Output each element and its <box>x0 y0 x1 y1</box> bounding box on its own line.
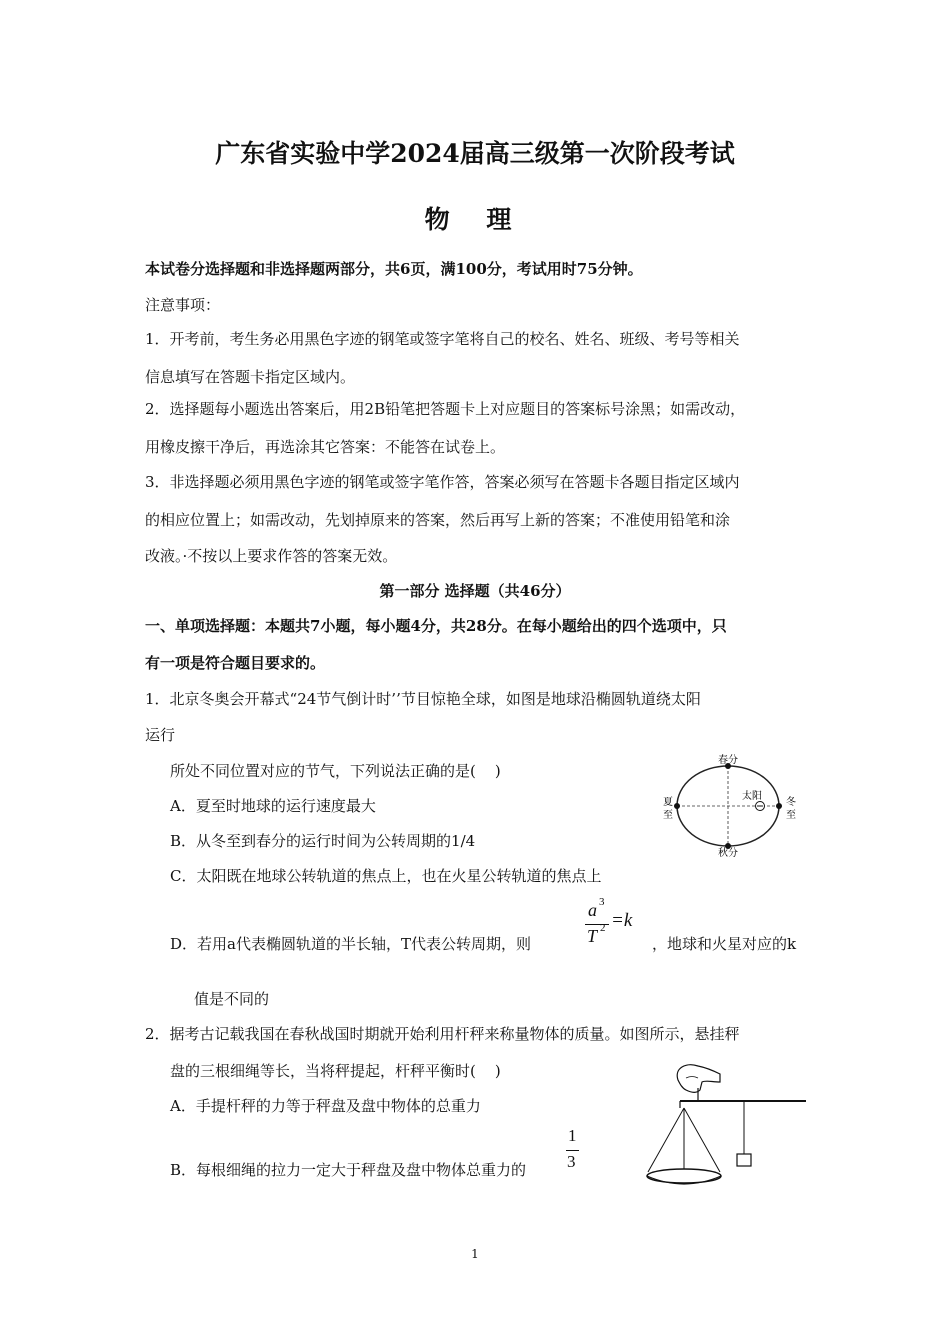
q1-option-d-line-2: 值是不同的 <box>194 990 270 1008</box>
formula-numerator: a <box>588 900 597 920</box>
q1-stem-line-1: 1．北京冬奥会开幕式“24节气倒计时’’节目惊艳全球，如图是地球沿椭圆轨道绕太阳 <box>145 690 701 708</box>
label-summer-2: 至 <box>663 810 673 821</box>
label-winter-1: 冬 <box>786 797 796 808</box>
notice-item-3-line-1: 3．非选择题必须用黑色字迹的钢笔或签字笔作答，答案必须写在答题卡各题目指定区域内 <box>145 473 740 491</box>
q2-option-a: A．手提杆秤的力等于秤盘及盘中物体的总重力 <box>170 1097 481 1115</box>
formula-denominator: T <box>587 926 598 946</box>
fraction-line <box>566 1150 579 1151</box>
steelyard-figure <box>640 1060 810 1196</box>
section-instructions-line-1: 一、单项选择题：本题共7小题，每小题4分，共28分。在每小题给出的四个选项中，只 <box>145 617 727 635</box>
q1-stem-line-2: 运行 <box>145 726 176 744</box>
q2-stem-line-1: 2．据考古记载我国在春秋战国时期就开始利用杆秤来称量物体的质量。如图所示，悬挂秤 <box>145 1025 740 1043</box>
formula-numerator-exponent: 3 <box>599 896 605 908</box>
label-winter-2: 至 <box>786 810 796 821</box>
subject-title: 物 理 <box>424 205 526 234</box>
winter-point <box>776 803 782 809</box>
part-heading: 第一部分 选择题（共46分） <box>379 582 571 600</box>
pan-string-left <box>648 1108 684 1172</box>
summer-point <box>674 803 680 809</box>
pan-string-right <box>684 1108 720 1172</box>
q1-option-c: C．太阳既在地球公转轨道的焦点上，也在火星公转轨道的焦点上 <box>170 867 602 885</box>
notice-item-3-line-2: 的相应位置上；如需改动，先划掉原来的答案，然后再写上新的答案；不准使用铅笔和涂 <box>145 511 731 529</box>
section-instructions-line-2: 有一项是符合题目要求的。 <box>145 654 326 672</box>
exam-intro: 本试卷分选择题和非选择题两部分，共6页，满100分，考试用时75分钟。 <box>145 260 643 278</box>
hand-icon <box>677 1065 720 1093</box>
formula-rhs: =k <box>611 910 633 931</box>
label-spring: 春分 <box>718 755 738 766</box>
formula-denominator-exponent: 2 <box>600 922 606 934</box>
page-title: 广东省实验中学2024届高三级第一次阶段考试 <box>215 139 735 168</box>
q2-option-b: B．每根细绳的拉力一定大于秤盘及盘中物体总重力的 <box>170 1161 527 1179</box>
notice-item-1-line-2: 信息填写在答题卡指定区域内。 <box>145 368 356 386</box>
q1-option-a: A．夏至时地球的运行速度最大 <box>170 797 376 815</box>
page-number: 1 <box>471 1247 479 1261</box>
label-sun: 太阳 <box>742 791 762 802</box>
scale-pan <box>647 1169 721 1183</box>
notice-item-2-line-1: 2．选择题每小题选出答案后，用2B铅笔把答题卡上对应题目的答案标号涂黑；如需改动， <box>145 400 746 418</box>
notice-item-1-line-1: 1．开考前，考生务必用黑色字迹的钢笔或签字笔将自己的校名、姓名、班级、考号等相关 <box>145 330 740 348</box>
q1-stem-line-3: 所处不同位置对应的节气，下列说法正确的是( ) <box>170 762 501 780</box>
notice-heading: 注意事项： <box>145 296 221 314</box>
notice-item-2-line-2: 用橡皮擦干净后，再选涂其它答案：不能答在试卷上。 <box>145 438 506 456</box>
label-autumn: 秋分 <box>718 848 738 859</box>
fraction-numerator: 1 <box>568 1126 577 1145</box>
fraction-denominator: 3 <box>567 1152 576 1171</box>
q1-option-b: B．从冬至到春分的运行时间为公转周期的1/4 <box>170 832 476 850</box>
q1-option-d-text: D．若用a代表椭圆轨道的半长轴，T代表公转周期，则 <box>170 935 531 953</box>
notice-item-3-line-3: 改液。·不按以上要求作答的答案无效。 <box>145 547 398 565</box>
label-summer-1: 夏 <box>663 797 673 808</box>
counterweight <box>737 1154 751 1166</box>
q1-option-d-text-end: ，地球和火星对应的k <box>652 935 797 953</box>
q2-stem-line-2: 盘的三根细绳等长，当将秤提起，杆秤平衡时( ) <box>170 1062 501 1080</box>
earth-orbit-figure <box>655 752 805 862</box>
